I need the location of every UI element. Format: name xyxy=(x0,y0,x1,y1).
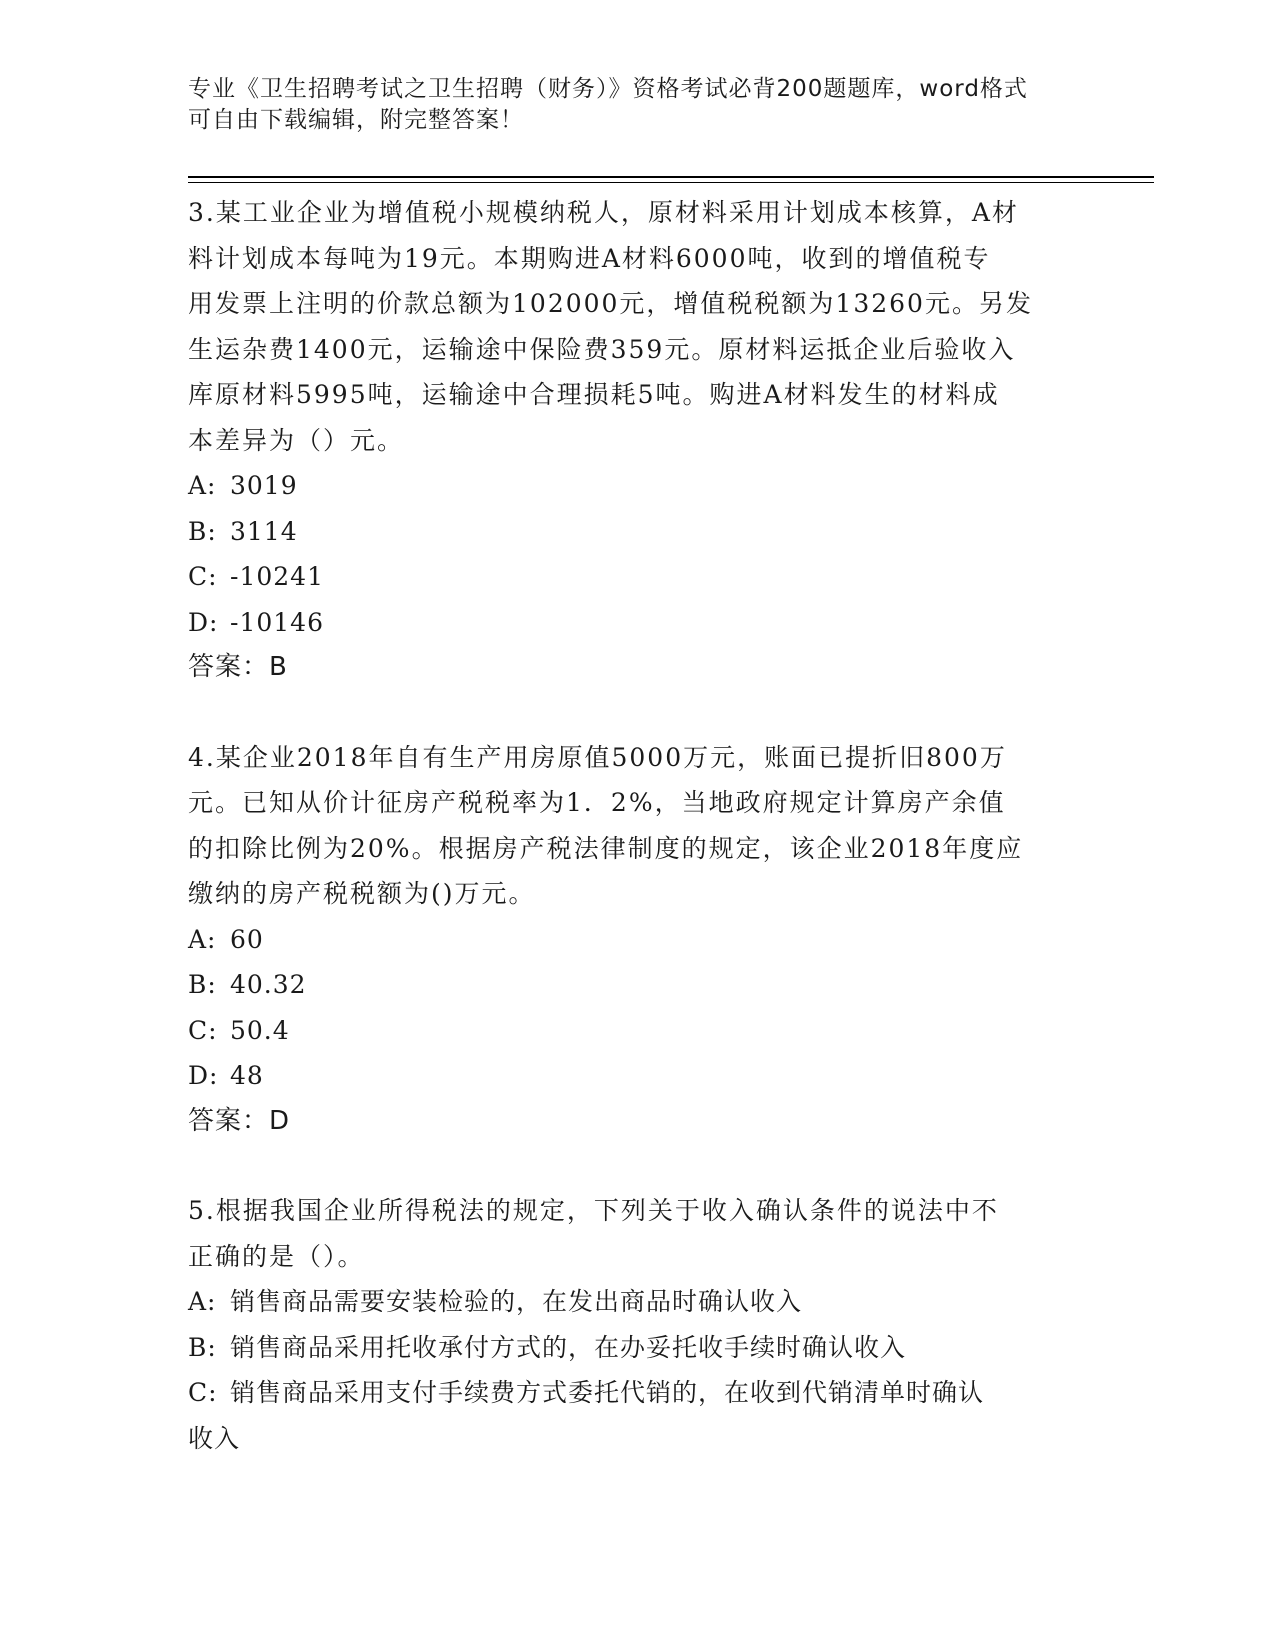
option-text: -10146 xyxy=(230,607,324,637)
question-stem xyxy=(188,190,1088,463)
option-text: 销售商品采用托收承付方式的，在办妥托收手续时确认收入 xyxy=(230,1332,907,1362)
question-5 xyxy=(188,1188,1088,1461)
header-divider-thin xyxy=(188,182,1154,183)
option-label: A: xyxy=(188,471,217,500)
option-a xyxy=(188,917,1088,963)
question-3 xyxy=(188,190,1088,691)
answer-line: 答案：D xyxy=(188,1105,291,1136)
stem-line: 的扣除比例为20%。根据房产税法律制度的规定，该企业2018年度应 xyxy=(188,833,1024,863)
stem-line: 用发票上注明的价款总额为102000元，增值税税额为13260元。另发 xyxy=(188,289,1033,318)
stem-line: 库原材料5995吨，运输途中合理损耗5吨。购进A材料发生的材料成 xyxy=(188,380,1000,409)
question-stem xyxy=(188,735,1088,917)
option-a xyxy=(188,463,1088,509)
stem-line: 5.根据我国企业所得税法的规定，下列关于收入确认条件的说法中不 xyxy=(188,1196,999,1225)
option-c xyxy=(188,1008,1088,1054)
option-c xyxy=(188,554,1088,600)
option-label: D: xyxy=(188,1061,219,1090)
option-label: A: xyxy=(188,1287,217,1316)
option-text: -10241 xyxy=(230,562,324,591)
option-c xyxy=(188,1370,1088,1416)
answer-line: 答案：B xyxy=(188,652,288,682)
option-label: C: xyxy=(188,562,218,591)
option-label: B: xyxy=(188,970,217,999)
option-text: 40.32 xyxy=(230,970,307,999)
stem-line: 元。已知从价计征房产税税率为1．2%，当地政府规定计算房产余值 xyxy=(188,788,1006,817)
option-text: 3019 xyxy=(230,471,298,500)
stem-line: 缴纳的房产税税额为()万元。 xyxy=(188,879,536,908)
option-b xyxy=(188,1325,1088,1371)
option-text: 3114 xyxy=(230,516,298,546)
option-continuation: 收入 xyxy=(188,1423,241,1453)
option-label: B: xyxy=(188,1332,217,1362)
stem-line: 4.某企业2018年自有生产用房原值5000万元，账面已提折旧800万 xyxy=(188,742,1007,772)
option-label: B: xyxy=(188,516,217,546)
option-label: D: xyxy=(188,607,219,637)
option-label: A: xyxy=(188,924,217,954)
option-label: C: xyxy=(188,1378,218,1407)
question-stem xyxy=(188,1188,1088,1279)
option-d xyxy=(188,600,1088,646)
question-4 xyxy=(188,735,1088,1145)
stem-line: 3.某工业企业为增值税小规模纳税人，原材料采用计划成本核算，A材 xyxy=(188,198,1019,227)
stem-line: 正确的是（）。 xyxy=(188,1241,365,1271)
option-b xyxy=(188,962,1088,1008)
option-text: 50.4 xyxy=(230,1015,290,1045)
option-text: 48 xyxy=(230,1061,264,1090)
option-b xyxy=(188,509,1088,555)
document-header xyxy=(188,74,1088,136)
option-label: C: xyxy=(188,1015,218,1045)
option-text: 销售商品需要安装检验的，在发出商品时确认收入 xyxy=(230,1287,803,1316)
stem-line: 本差异为（）元。 xyxy=(188,425,405,455)
header-line-1: 专业《卫生招聘考试之卫生招聘（财务）》资格考试必背200题题库，word格式 xyxy=(188,76,1028,102)
option-text: 60 xyxy=(230,924,264,954)
question-list xyxy=(188,190,1088,1505)
header-line-2: 可自由下载编辑，附完整答案！ xyxy=(188,107,524,133)
stem-line: 生运杂费1400元，运输途中保险费359元。原材料运抵企业后验收入 xyxy=(188,334,1016,364)
option-text: 销售商品采用支付手续费方式委托代销的，在收到代销清单时确认 xyxy=(230,1378,985,1407)
stem-line: 料计划成本每吨为19元。本期购进A材料6000吨，收到的增值税专 xyxy=(188,243,991,273)
option-d xyxy=(188,1053,1088,1099)
option-a xyxy=(188,1279,1088,1325)
header-divider-thick xyxy=(188,176,1154,178)
